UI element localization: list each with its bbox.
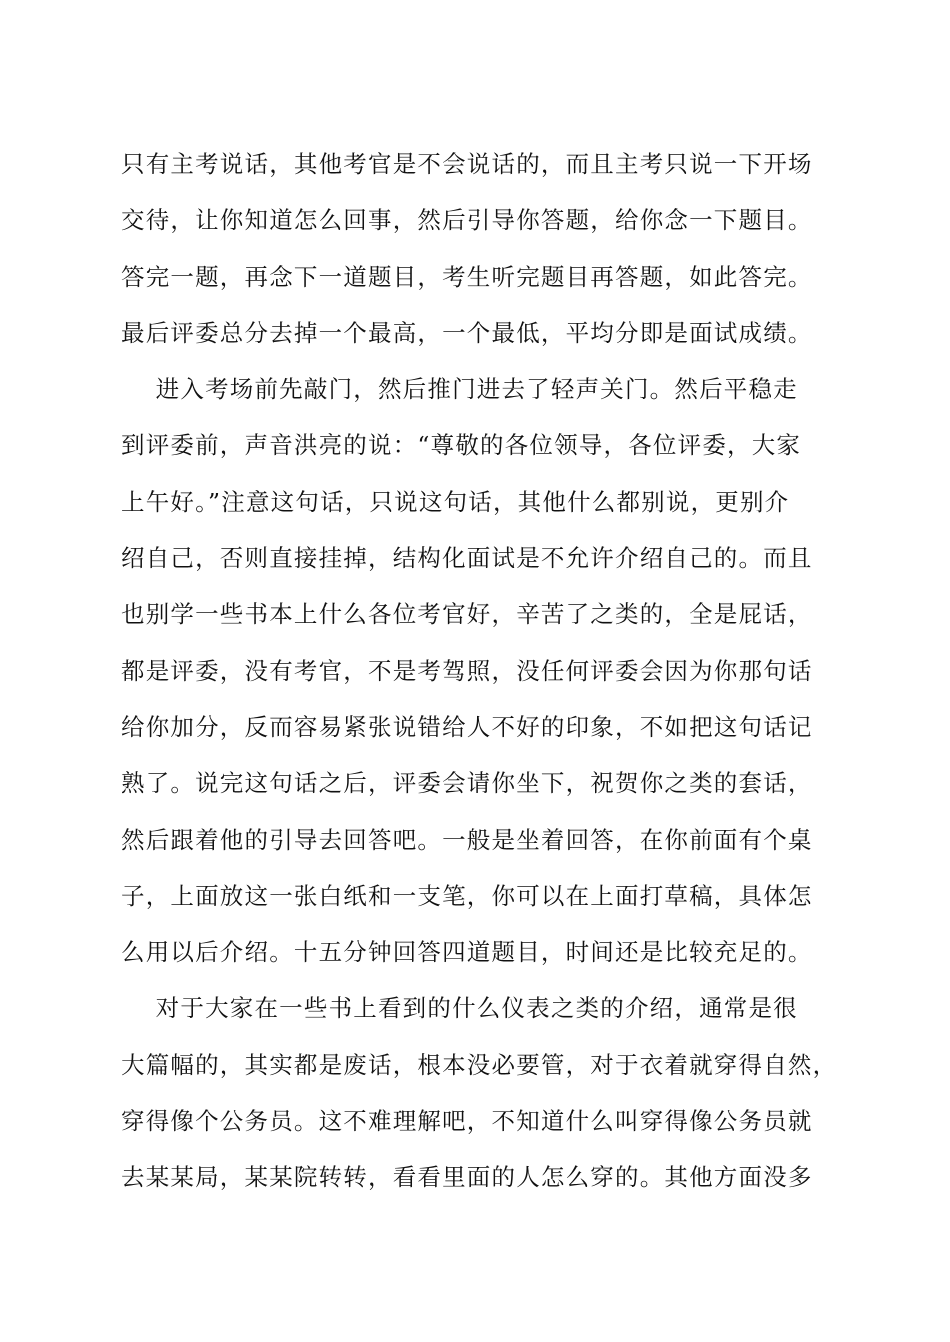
text-line: 穿得像个公务员。这不难理解吧，不知道什么叫穿得像公务员就 [121, 1107, 813, 1136]
text-line: 对于大家在一些书上看到的什么仪表之类的介绍，通常是很 [121, 994, 798, 1023]
text-line: 去某某局，某某院转转，看看里面的人怎么穿的。其他方面没多 [121, 1163, 813, 1192]
text-line: 只有主考说话，其他考官是不会说话的，而且主考只说一下开场 [121, 150, 813, 178]
text-line: 都是评委，没有考官，不是考驾照，没任何评委会因为你那句话 [121, 656, 813, 685]
text-line: 进入考场前先敲门，然后推门进去了轻声关门。然后平稳走 [121, 375, 798, 404]
text-line: 绍自己，否则直接挂掉，结构化面试是不允许介绍自己的。而且 [121, 544, 813, 573]
text-line: 然后跟着他的引导去回答吧。一般是坐着回答，在你前面有个桌 [121, 825, 813, 854]
text-line: 大篇幅的，其实都是废话，根本没必要管，对于衣着就穿得自然， [121, 1050, 838, 1079]
body-text [121, 136, 861, 1206]
text-line: 交待，让你知道怎么回事，然后引导你答题，给你念一下题目。 [121, 206, 813, 235]
text-line: 么用以后介绍。十五分钟回答四道题目，时间还是比较充足的。 [121, 938, 813, 967]
text-line: 最后评委总分去掉一个最高，一个最低，平均分即是面试成绩。 [121, 318, 813, 347]
text-line: 给你加分，反而容易紧张说错给人不好的印象，不如把这句话记 [121, 712, 813, 741]
text-line: 熟了。说完这句话之后，评委会请你坐下，祝贺你之类的套话， [121, 769, 813, 798]
text-line: 子，上面放这一张白纸和一支笔，你可以在上面打草稿，具体怎 [121, 881, 813, 910]
text-line: 也别学一些书本上什么各位考官好，辛苦了之类的，全是屁话， [121, 600, 813, 629]
text-line: 到评委前，声音洪亮的说：“尊敬的各位领导，各位评委，大家 [121, 431, 802, 460]
text-line: 上午好。”注意这句话，只说这句话，其他什么都别说，更别介 [121, 487, 790, 516]
text-line: 答完一题，再念下一道题目，考生听完题目再答题，如此答完。 [121, 262, 813, 291]
